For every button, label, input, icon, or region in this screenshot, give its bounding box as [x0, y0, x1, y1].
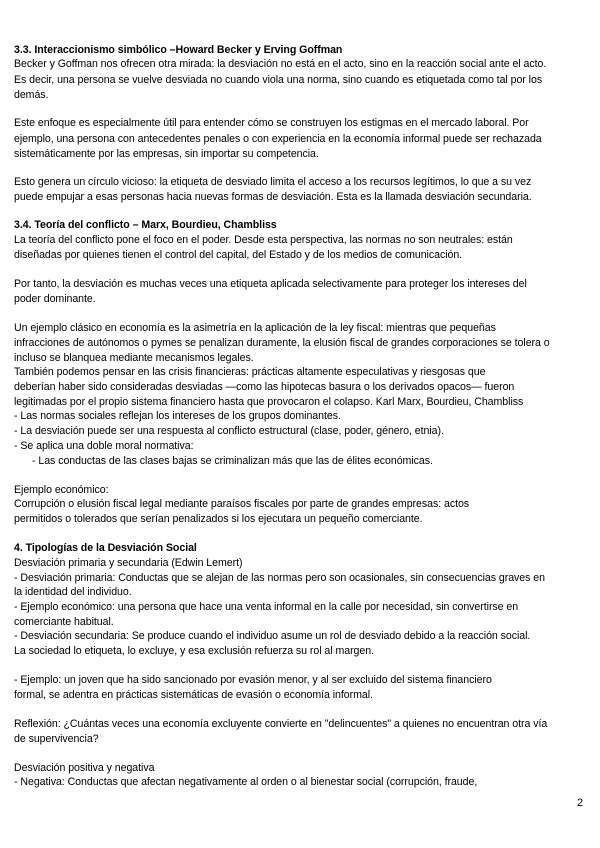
text-line: Corrupción o elusión fiscal legal mediante paraísos fiscales por parte de grandes empresas: actos — [14, 498, 470, 510]
text-line: incluso se blanquea mediante mecanismos legales. — [14, 352, 254, 364]
bullet-item: - Desviación primaria: Conductas que se alejan de las normas pero son ocasionales, sin consecuencias graves en — [14, 572, 545, 584]
text-line: sistemáticamente por las empresas, sin importar su competencia. — [14, 148, 319, 160]
text-line: La teoría del conflicto pone el foco en el poder. Desde esta perspectiva, las normas no son neutrales: están — [14, 234, 513, 246]
text-line: Este enfoque es especialmente útil para entender cómo se construyen los estigmas en el mercado laboral. Por — [14, 117, 529, 129]
bullet-item: - Negativa: Conductas que afectan negativamente al orden o al bienestar social (corrupción, fraude, — [14, 776, 478, 788]
section-heading-3-3: 3.3. Interaccionismo simbólico –Howard Becker y Erving Goffman — [14, 44, 343, 56]
sub-bullet-item: - Las conductas de las clases bajas se criminalizan más que las de élites económicas. — [32, 455, 433, 467]
text-line: Por tanto, la desviación es muchas veces una etiqueta aplicada selectivamente para proteger los intereses del — [14, 278, 527, 290]
text-line: La sociedad lo etiqueta, lo excluye, y esa exclusión refuerza su rol al margen. — [14, 645, 374, 657]
text-line: ejemplo, una persona con antecedentes penales o con experiencia en la economía informal puede ser rechazada — [14, 133, 542, 145]
text-line: infracciones de autónomos o pymes se penalizan duramente, la elusión fiscal de grandes corporaciones se tolera o — [14, 337, 550, 349]
reflection-text: Reflexión: ¿Cuántas veces una economía excluyente convierte en "delincuentes" a quienes no encuentran otra vía — [14, 718, 548, 730]
text-line: Becker y Goffman nos ofrecen otra mirada: la desviación no está en el acto, sino en la reacción social ante el acto. — [14, 58, 547, 70]
text-line: Desviación primaria y secundaria (Edwin Lemert) — [14, 557, 243, 569]
text-line: Un ejemplo clásico en economía es la asimetría en la aplicación de la ley fiscal: mientras que pequeñas — [14, 322, 496, 334]
text-line: demás. — [14, 89, 49, 101]
reflection-text: de supervivencia? — [14, 733, 99, 745]
text-line: poder dominante. — [14, 293, 96, 305]
section-heading-4: 4. Tipologías de la Desviación Social — [14, 542, 197, 554]
bullet-item: - Ejemplo: un joven que ha sido sancionado por evasión menor, y al ser excluido del sistema financiero — [14, 674, 492, 686]
text-line: Desviación positiva y negativa — [14, 762, 155, 774]
text-line: permitidos o tolerados que serían penalizados si los ejecutara un pequeño comerciante. — [14, 513, 423, 525]
bullet-item: - La desviación puede ser una respuesta al conflicto estructural (clase, poder, género, etnia). — [14, 425, 444, 437]
text-line: Es decir, una persona se vuelve desviada no cuando viola una norma, sino cuando es etiquetada como tal por los — [14, 74, 543, 86]
bullet-item: - Se aplica una doble moral normativa: — [14, 440, 194, 452]
bullet-item: - Desviación secundaria: Se produce cuando el individuo asume un rol de desviado debido a la reacción social. — [14, 630, 531, 642]
section-heading-3-4: 3.4. Teoría del conflicto – Marx, Bourdieu, Chambliss — [14, 219, 277, 231]
text-line: la identidad del individuo. — [14, 586, 132, 598]
text-line: Ejemplo económico: — [14, 484, 109, 496]
text-line: También podemos pensar en las crisis financieras: prácticas altamente especulativas y riesgosas que — [14, 366, 486, 378]
text-line: comerciante habitual. — [14, 616, 114, 628]
text-line: deberían haber sido consideradas desviadas —como las hipotecas basura o los derivados opacos— fueron — [14, 381, 515, 393]
page-number: 2 — [577, 797, 584, 809]
text-line: formal, se adentra en prácticas sistemáticas de evasión o economía informal. — [14, 689, 373, 701]
text-line: puede empujar a esas personas hacia nuevas formas de desviación. Esta es la llamada desviación secundaria. — [14, 191, 532, 203]
bullet-item: - Ejemplo económico: una persona que hace una venta informal en la calle por necesidad, sin convertirse en — [14, 601, 519, 613]
text-line: Esto genera un círculo vicioso: la etiqueta de desviado limita el acceso a los recursos legítimos, lo que a su vez — [14, 176, 532, 188]
text-line: diseñadas por quienes tienen el control del capital, del Estado y de los medios de comunicación. — [14, 249, 463, 261]
text-line: legitimadas por el propio sistema financiero hasta que provocaron el colapso. Karl Marx, Bourdieu, Chambliss — [14, 396, 524, 408]
bullet-item: - Las normas sociales reflejan los intereses de los grupos dominantes. — [14, 410, 341, 422]
